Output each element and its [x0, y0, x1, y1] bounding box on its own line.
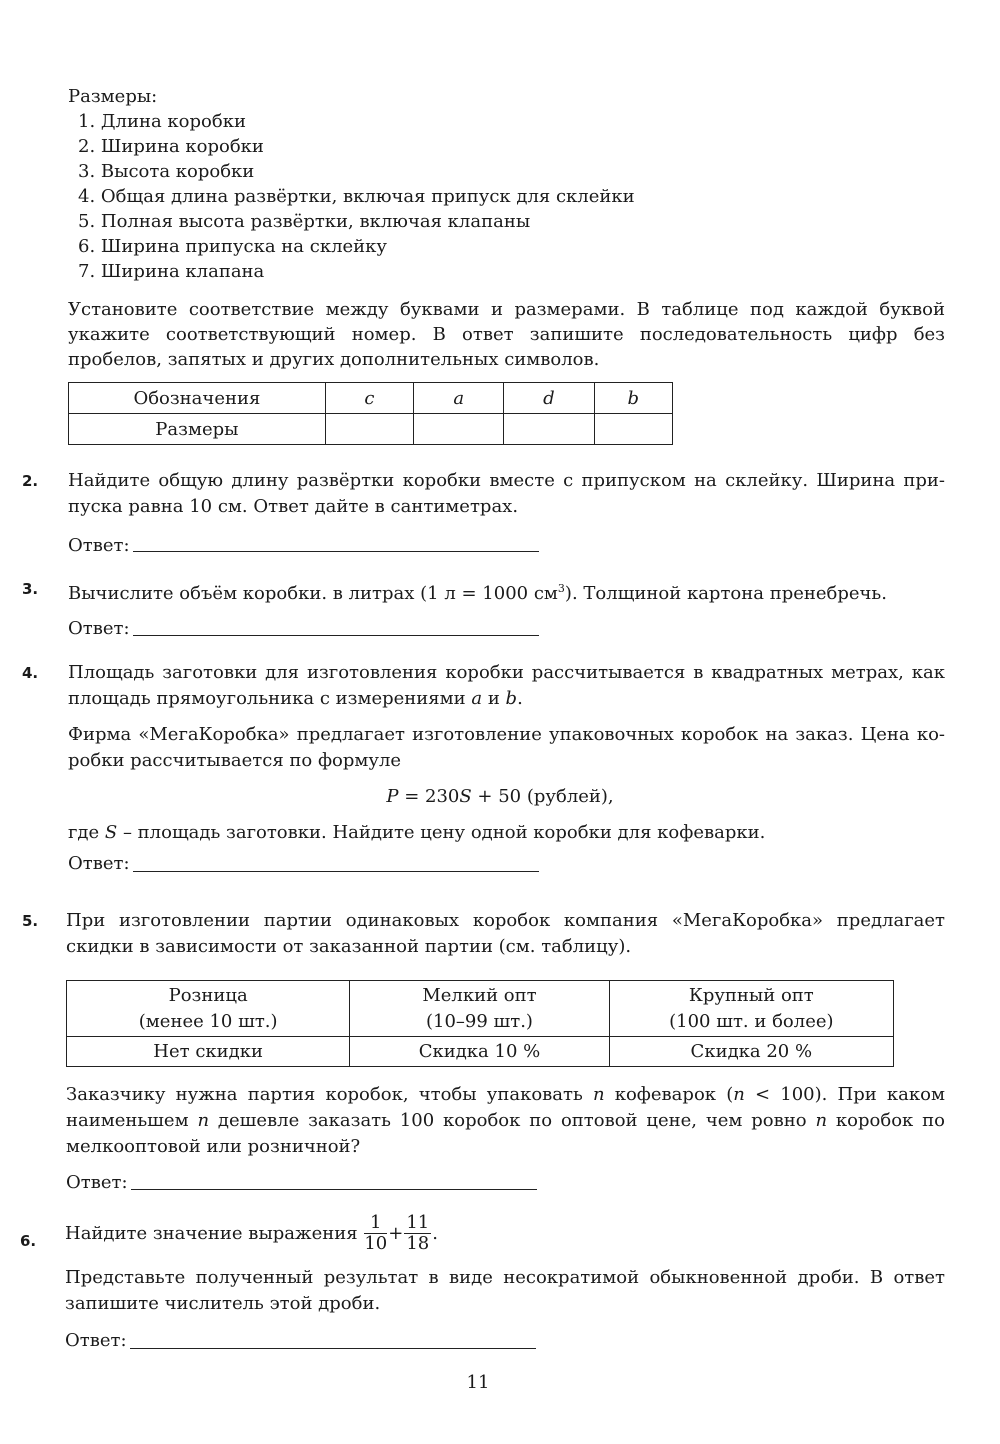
question-number: 4.: [22, 664, 39, 682]
discount-value: Скидка 20 %: [609, 1037, 893, 1067]
answer-label: Ответ:: [65, 1330, 127, 1351]
q5-line: При изготовлении партии одинаковых коробок компания «МегаКоробка» предлагает: [66, 910, 945, 931]
size-item: 5. Полная высота развёртки, включая клапаны: [78, 211, 531, 232]
answer-cell-d[interactable]: [504, 414, 594, 445]
discount-header: Розница (менее 10 шт.): [67, 981, 350, 1037]
answer-field[interactable]: [133, 551, 539, 552]
answer-cell-a[interactable]: [414, 414, 504, 445]
q4-line: Площадь заготовки для изготовления коробки рассчитывается в квадратных метрах, как: [68, 662, 945, 683]
size-item: 4. Общая длина развёртки, включая припуск для склейки: [78, 186, 635, 207]
q5-after-line: наименьшем n дешевле заказать 100 коробок по оптовой цене, чем ровно n коробок по: [66, 1110, 945, 1131]
q5-after-line: Заказчику нужна партия коробок, чтобы упаковать n кофеварок (n < 100). При каком: [66, 1084, 945, 1105]
answer-cell-b[interactable]: [594, 414, 672, 445]
letter-d: d: [504, 383, 594, 414]
question-number: 2.: [22, 472, 39, 490]
letter-a: a: [414, 383, 504, 414]
fraction: $\frac{1}{10}$: [364, 1212, 388, 1254]
answer-field[interactable]: [130, 1348, 536, 1349]
q2-line: пуска равна 10 см. Ответ дайте в сантиметрах.: [68, 496, 519, 517]
q6-line: Представьте полученный результат в виде несократимой обыкновенной дроби. В ответ: [65, 1267, 945, 1288]
size-item: 6. Ширина припуска на склейку: [78, 236, 387, 257]
q1-line: укажите соответствующий номер. В ответ запишите последовательность цифр без: [68, 324, 945, 345]
q2-line: Найдите общую длину развёртки коробки вместе с припуском на склейку. Ширина при-: [68, 470, 945, 491]
answer-field[interactable]: [131, 1189, 537, 1190]
q5-after-line: мелкооптовой или розничной?: [66, 1136, 361, 1157]
match-table: [68, 382, 673, 445]
answer-label: Ответ:: [68, 618, 130, 639]
discount-header: Мелкий опт (10–99 шт.): [350, 981, 609, 1037]
answer-field[interactable]: [133, 871, 539, 872]
letter-b: b: [594, 383, 672, 414]
size-item: 1. Длина коробки: [78, 111, 246, 132]
discount-value: Скидка 10 %: [350, 1037, 609, 1067]
discount-value: Нет скидки: [67, 1037, 350, 1067]
size-item: 2. Ширина коробки: [78, 136, 264, 157]
size-item: 7. Ширина клапана: [78, 261, 265, 282]
q6-expression: Найдите значение выражения $\frac{1}{10}$ + $\frac{11}{18}$ .: [65, 1212, 438, 1254]
letter-c: c: [325, 383, 413, 414]
table-header: Обозначения: [69, 383, 326, 414]
question-number: 5.: [22, 912, 39, 930]
sizes-title: Размеры:: [68, 86, 158, 107]
answer-cell-c[interactable]: [325, 414, 413, 445]
q1-line: Установите соответствие между буквами и размерами. В таблице под каждой буквой: [68, 299, 945, 320]
page-number: 11: [466, 1372, 490, 1393]
answer-label: Ответ:: [68, 535, 130, 556]
q6-line: запишите числитель этой дроби.: [65, 1293, 381, 1314]
q5-line: скидки в зависимости от заказанной партии (см. таблицу).: [66, 936, 632, 957]
discount-header: Крупный опт (100 шт. и более): [609, 981, 893, 1037]
fraction: $\frac{11}{18}$: [406, 1212, 430, 1254]
answer-field[interactable]: [133, 635, 539, 636]
answer-label: Ответ:: [68, 853, 130, 874]
formula: P = 230S + 50 (рублей),: [386, 786, 614, 807]
question-number: 3.: [22, 580, 39, 598]
question-number: 6.: [20, 1232, 37, 1250]
size-item: 3. Высота коробки: [78, 161, 255, 182]
q4-firm-line: робки рассчитывается по формуле: [68, 750, 402, 771]
q4-where: где S – площадь заготовки. Найдите цену одной коробки для кофеварки.: [68, 822, 766, 843]
discount-table: [66, 980, 894, 1067]
answer-label: Ответ:: [66, 1172, 128, 1193]
q1-line: пробелов, запятых и других дополнительных символов.: [68, 349, 600, 370]
table-row-label: Размеры: [69, 414, 326, 445]
q4-line: площадь прямоугольника с измерениями a и b.: [68, 688, 523, 709]
q3-text: Вычислите объём коробки. в литрах (1 л = 1000 $см^3$). Толщиной картона пренебречь.: [68, 582, 887, 604]
q4-firm-line: Фирма «МегаКоробка» предлагает изготовление упаковочных коробок на заказ. Цена ко-: [68, 724, 945, 745]
